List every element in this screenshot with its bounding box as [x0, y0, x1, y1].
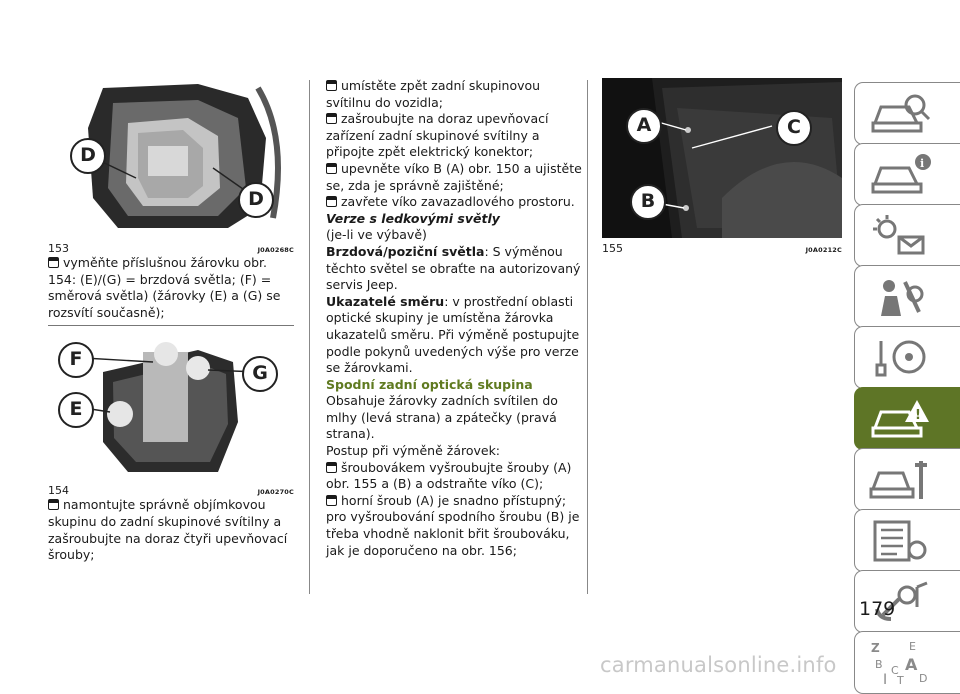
step-close-boot: zavřete víko zavazadlového prostoru. — [326, 194, 582, 211]
figure-155-image — [602, 78, 842, 238]
step-mount-socket: namontujte správně objímkovou skupinu do zadní skupinové svítilny a zašroubujte na doraz čtyři upevňovací šrouby; — [48, 497, 294, 563]
tab-maintenance[interactable] — [854, 448, 960, 511]
column-3 — [602, 78, 842, 255]
svg-text:T: T — [897, 674, 904, 686]
figure-155-caption — [602, 242, 842, 255]
para-procedure: Postup při výměně žárovek: — [326, 443, 501, 459]
para-brake-lights — [326, 244, 582, 294]
heading-lower-rear-light: Spodní zadní optická skupina — [326, 376, 533, 392]
step-replace-bulb: vyměňte příslušnou žárovku obr. 154: (E)/(G) = brzdová světla; (F) = směrová světla) (žárovky (E) a (G) se rozsvítí současně); — [48, 255, 294, 321]
figure-154-caption — [48, 484, 294, 497]
figure-154-image — [48, 332, 294, 480]
callout-e: E — [58, 392, 94, 428]
emergency-car-icon — [869, 396, 933, 442]
key-steering-icon — [869, 335, 933, 381]
svg-text:C: C — [891, 664, 899, 677]
figure-code: J0A0268C — [257, 246, 294, 254]
maintenance-icon — [869, 457, 933, 503]
svg-text:!: ! — [915, 408, 921, 423]
svg-text:B: B — [875, 658, 883, 671]
page-number: 179 — [859, 598, 896, 620]
callout-b: B — [630, 184, 666, 220]
figure-code: J0A0212C — [805, 246, 842, 254]
callout-c: C — [776, 110, 812, 146]
heading-led-note: (je-li ve výbavě) — [326, 227, 427, 243]
step-fix-cover: upevněte víko B (A) obr. 150 a ujistěte se, zda je správně zajištěné; — [326, 160, 582, 193]
svg-text:Z: Z — [871, 641, 880, 655]
figure-153-image — [48, 78, 294, 238]
callout-f: F — [58, 342, 94, 378]
tab-safety[interactable] — [854, 265, 960, 328]
dashboard-car-icon — [869, 91, 933, 137]
callout-d-left: D — [70, 138, 106, 174]
svg-text:D: D — [919, 672, 928, 685]
para-contains-bulbs: Obsahuje žárovky zadních svítilen do mlhy (levá strana) a zpátečky (pravá strana). — [326, 393, 558, 442]
figure-number: 155 — [602, 242, 623, 255]
column-1 — [48, 78, 294, 564]
label-indicators: Ukazatelé směru — [326, 293, 445, 309]
step-refit-light: umístěte zpět zadní skupinovou svítilnu do vozidla; — [326, 78, 582, 111]
car-info-icon — [869, 152, 933, 198]
tab-technical-data[interactable] — [854, 509, 960, 572]
tab-emergency[interactable] — [854, 387, 960, 450]
figure-code: J0A0270C — [257, 488, 294, 497]
step-tilt-screwdriver: horní šroub (A) je snadno přístupný; pro vyšroubování spodního šroubu (B) je třeba vhodně naklonit břit šroubováku, jak je doporučeno na obr. 156; — [326, 493, 582, 559]
tab-warning-lights[interactable] — [854, 204, 960, 267]
warning-lights-icon — [869, 213, 933, 259]
figure-153-caption — [48, 242, 294, 255]
column-2 — [326, 78, 582, 559]
figure-number: 154 — [48, 484, 69, 498]
text-brake-lights: : S výměnou těchto světel se obraťte na autorizovaný servis Jeep. — [326, 243, 581, 293]
specs-list-icon — [869, 518, 933, 564]
figure-number: 153 — [48, 242, 69, 255]
heading-led-version: Verze s ledkovými světly — [326, 210, 500, 226]
para-indicators — [326, 294, 582, 377]
airbag-safety-icon — [869, 274, 933, 320]
svg-text:A: A — [905, 655, 918, 674]
tab-car-info[interactable] — [854, 143, 960, 206]
svg-text:I: I — [883, 672, 888, 686]
callout-g: G — [242, 356, 278, 392]
callout-a: A — [626, 108, 662, 144]
column-divider-1 — [309, 80, 310, 594]
callout-d-right: D — [238, 182, 274, 218]
svg-text:i: i — [920, 157, 925, 170]
tab-starting-driving[interactable] — [854, 326, 960, 389]
step-tighten-device: zašroubujte na doraz upevňovací zařízení zadní skupinové svítilny a připojte zpět elektrický konektor; — [326, 111, 582, 161]
text-indicators: : v prostřední oblasti optické skupiny je umístěna žárovka ukazatelů směru. Při výměně postupujte podle pokynů uvedených výše pro verze se žárovkami. — [326, 293, 580, 376]
column-divider-2 — [587, 80, 588, 594]
svg-text:E: E — [909, 640, 916, 653]
index-icon — [869, 640, 933, 686]
watermark: carmanualsonline.info — [600, 653, 837, 677]
section-rule — [48, 325, 294, 326]
tab-index[interactable] — [854, 631, 960, 694]
label-brake-lights: Brzdová/poziční světla — [326, 243, 485, 259]
tab-dashboard[interactable] — [854, 82, 960, 145]
step-unscrew-cover: šroubovákem vyšroubujte šrouby (A) obr. 155 a (B) a odstraňte víko (C); — [326, 460, 582, 493]
